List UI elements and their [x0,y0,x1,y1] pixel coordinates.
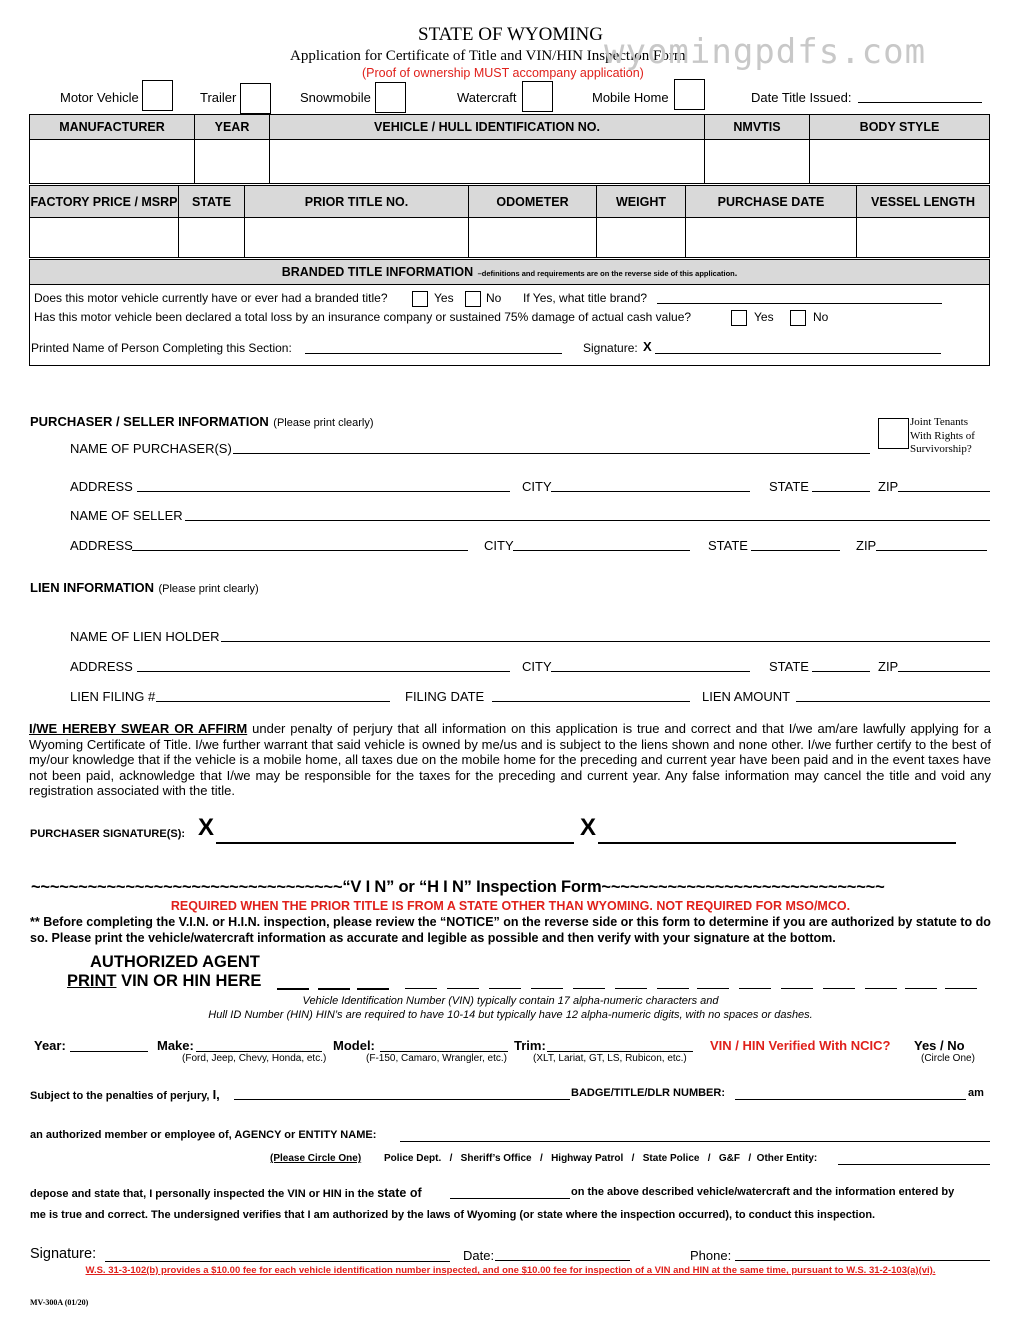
trailer-label: Trailer [200,90,237,105]
printed-name-field[interactable] [305,353,562,354]
purchaser-signature-field-1[interactable] [216,842,574,844]
vin-slot[interactable] [357,988,389,990]
depose-text [30,1186,422,1200]
branded-q2-yes-label: Yes [754,310,774,324]
trim-label: Trim: [514,1038,546,1053]
factory-price-field[interactable] [30,218,179,258]
vin-slot[interactable] [781,988,813,989]
vin-slot[interactable] [405,988,437,989]
badge-label: BADGE/TITLE/DLR NUMBER: [571,1087,725,1099]
vin-slot[interactable] [865,988,897,989]
motor-vehicle-label: Motor Vehicle [60,90,139,105]
snowmobile-checkbox[interactable] [375,82,406,113]
mobile-home-checkbox[interactable] [674,79,705,110]
year-field[interactable] [70,1051,148,1052]
purchaser-zip-label: ZIP [878,479,899,494]
make-label: Make: [157,1038,194,1053]
depose-text-2: on the above described vehicle/watercraft and the information entered by [571,1186,955,1198]
lien-zip-label: ZIP [878,659,899,674]
purchaser-seller-heading [30,413,374,431]
lien-amount-label: LIEN AMOUNT [702,689,791,704]
joint-tenants-checkbox[interactable] [878,418,909,449]
vehicle-info-table [29,114,990,184]
lien-address-field[interactable] [137,671,510,672]
branded-signature-field[interactable] [655,353,941,354]
other-entity-field[interactable] [838,1164,990,1165]
lien-city-field[interactable] [551,671,750,672]
phone-field[interactable] [735,1260,990,1261]
seller-name-field[interactable] [185,520,990,521]
model-field[interactable] [380,1051,508,1052]
title-brand-label: If Yes, what title brand? [523,291,648,305]
branded-q1-yes-label: Yes [434,291,454,305]
lien-heading [30,579,259,597]
inspector-signature-field[interactable] [105,1261,450,1262]
lien-address-label: ADDRESS [70,659,133,674]
vessel-length-field[interactable] [857,218,990,258]
trim-field[interactable] [547,1051,693,1052]
purchaser-address-label: ADDRESS [70,479,133,494]
vessel-length-header: VESSEL LENGTH [857,186,990,218]
state-of-text: state of [377,1186,422,1200]
inspection-title: ~~~~~~~~~~~~~~~~~~~~~~~~~~~~~~~~~“V I N” or “H I N” Inspection Form~~~~~~~~~~~~~~~~~~~~~~~~~~~~~~ [31,878,885,896]
purchaser-heading-note: (Please print clearly) [273,417,374,429]
purchaser-signature-label: PURCHASER SIGNATURE(S): [30,828,186,840]
branded-q2: Has this motor vehicle been declared a total loss by an insurance company or sustained 75% damage of actual cash value? [34,310,692,324]
filing-date-field[interactable] [492,701,690,702]
fee-note: W.S. 31-3-102(b) provides a $10.00 fee for each vehicle identification number inspected, and one $10.00 fee for inspection of a VIN and HIN at the same time, pursuant to W.S. 31-2-103(a)(vi). [85,1265,936,1276]
please-circle-label: (Please Circle One) [270,1153,362,1164]
branded-q1-yes-checkbox[interactable] [412,291,428,307]
purchaser-signature-field-2[interactable] [598,842,956,844]
branded-heading: BRANDED TITLE INFORMATION [281,265,474,279]
manufacturer-field[interactable] [30,140,195,184]
title-brand-field[interactable] [657,303,942,304]
state-field[interactable] [179,218,245,258]
branded-q2-no-label: No [813,310,829,324]
make-example: (Ford, Jeep, Chevy, Honda, etc.) [182,1053,327,1064]
inspector-signature-label: Signature: [30,1246,97,1262]
vin-slot[interactable] [697,988,729,989]
title-info-table [29,185,990,258]
state-header: STATE [179,186,245,218]
body-style-header: BODY STYLE [810,115,990,140]
inspection-required-note: REQUIRED WHEN THE PRIOR TITLE IS FROM A STATE OTHER THAN WYOMING. NOT REQUIRED FOR MSO/MCO. [170,899,851,913]
agency-field[interactable] [400,1141,990,1142]
vin-slot[interactable] [489,988,521,989]
branded-heading-note: –definitions and requirements are on the reverse side of this application [477,269,735,278]
proof-note: (Proof of ownership MUST accompany application) [362,66,644,80]
lien-heading-note: (Please print clearly) [158,583,259,595]
purchaser-heading-text: PURCHASER / SELLER INFORMATION [30,414,269,429]
vin-slot[interactable] [277,988,309,990]
vin-slot[interactable] [531,988,563,989]
seller-zip-label: ZIP [856,538,877,553]
date-field[interactable] [495,1260,630,1261]
purchaser-zip-field[interactable] [898,491,990,492]
branded-q1: Does this motor vehicle currently have or ever had a branded title? [34,291,388,305]
purchaser-address-field[interactable] [137,491,510,492]
affirmation-lead: I/WE HEREBY SWEAR OR AFFIRM [29,721,248,736]
watercraft-checkbox[interactable] [522,81,553,112]
weight-header: WEIGHT [597,186,686,218]
agency-label: an authorized member or employee of, AGENCY or ENTITY NAME: [30,1129,377,1141]
purchaser-name-field[interactable] [233,453,870,454]
branded-title-header: BRANDED TITLE INFORMATION –definitions and requirements are on the reverse side of this application. [30,260,989,285]
circle-one-note: (Circle One) [921,1053,975,1064]
lien-amount-field[interactable] [796,701,990,702]
vin-slot[interactable] [945,988,977,989]
snowmobile-label: Snowmobile [300,90,371,105]
purchaser-name-label: NAME OF PURCHASER(S) [70,441,232,456]
lien-filing-label: LIEN FILING # [70,689,156,704]
factory-price-header: FACTORY PRICE / MSRP [30,186,179,218]
date-title-issued-label: Date Title Issued: [751,90,852,105]
ncic-verified-label: VIN / HIN Verified With NCIC? [710,1038,891,1053]
branded-q2-yes-checkbox[interactable] [731,310,747,326]
penalty-label [30,1087,220,1102]
affirmation-text [29,721,991,799]
prior-title-field[interactable] [245,218,469,258]
vin-here-text: VIN OR HIN HERE [121,972,262,990]
depose-text-1: depose and state that, I personally inspected the VIN or HIN in the [30,1188,375,1200]
seller-state-label: STATE [708,538,748,553]
phone-label: Phone: [690,1248,732,1263]
lien-city-label: CITY [522,659,552,674]
agency-options[interactable]: Police Dept. / Sheriff’s Office / Highway Patrol / State Police / G&F / Other Entity: [384,1153,818,1164]
watercraft-label: Watercraft [457,90,517,105]
watermark: wyomingpdfs.com [604,32,927,72]
purchaser-city-label: CITY [522,479,552,494]
seller-zip-field[interactable] [876,550,987,551]
seller-address-field[interactable] [132,550,468,551]
prior-title-header: PRIOR TITLE NO. [245,186,469,218]
vin-slot[interactable] [905,988,937,989]
vin-note-1: Vehicle Identification Number (VIN) typically contain 17 alpha-numeric characters and [302,995,719,1007]
mobile-home-label: Mobile Home [592,90,669,105]
body-style-field[interactable] [810,140,990,184]
odometer-field[interactable] [469,218,597,258]
inspection-state-field[interactable] [450,1198,570,1199]
form-number: MV-300A (01/20) [30,1298,89,1307]
branded-q2-no-checkbox[interactable] [790,310,806,326]
purchase-date-header: PURCHASE DATE [686,186,857,218]
date-label: Date: [463,1248,495,1263]
manufacturer-header: MANUFACTURER [30,115,195,140]
vin-slot[interactable] [447,988,479,989]
branded-signature-x: X [643,339,652,354]
purchaser-state-label: STATE [769,479,809,494]
year-label: Year: [34,1038,66,1053]
seller-state-field[interactable] [751,550,840,551]
purchaser-signature-x2: X [580,814,597,841]
penalty-text: Subject to the penalties of perjury, [30,1090,210,1102]
vin-slot[interactable] [657,988,689,989]
branded-q1-no-label: No [486,291,502,305]
purchaser-city-field[interactable] [551,491,750,492]
weight-field[interactable] [597,218,686,258]
branded-q1-no-checkbox[interactable] [465,291,481,307]
year-field[interactable] [195,140,270,184]
print-vin-label [67,972,261,991]
lien-state-label: STATE [769,659,809,674]
form-subtitle: Application for Certificate of Title and VIN/HIN Inspection Form [290,48,686,64]
inspector-name-field[interactable] [234,1099,570,1100]
form-title: STATE OF WYOMING [418,24,603,45]
vin-slot[interactable] [318,988,350,990]
purchaser-state-field[interactable] [812,491,870,492]
vin-slot[interactable] [573,988,605,989]
lien-zip-field[interactable] [898,671,990,672]
print-word: PRINT [67,972,117,990]
lien-holder-field[interactable] [221,641,990,642]
vin-header: VEHICLE / HULL IDENTIFICATION NO. [270,115,705,140]
vin-slot[interactable] [615,988,647,989]
joint-tenants-label: Joint Tenants With Rights of Survivorship? [910,416,975,455]
seller-city-field[interactable] [513,550,690,551]
purchaser-signature-x1: X [198,814,215,841]
inspection-notice: ** Before completing the V.I.N. or H.I.N. inspection, please review the “NOTICE” on the reverse side or this form to determine if you are authorized by statute to do so. Please print the vehicle/watercraft information as accurate and legible as possible and then verify with your signature at the bottom. [30,915,991,945]
model-example: (F-150, Camaro, Wrangler, etc.) [366,1053,507,1064]
vin-slot[interactable] [739,988,771,989]
purchase-date-field[interactable] [686,218,857,258]
am-label: am [968,1087,984,1099]
seller-address-label: ADDRESS [70,538,133,553]
seller-name-label: NAME OF SELLER [70,508,183,523]
affirmation-body: under penalty of perjury that all information on this application is true and correct and that I/we am/are lawfully applying for a Wyoming Certificate of Title. I/we further warrant that said vehicle is owned by me/us and is subject to the liens shown and none other. I/we further certify to the best of my/our knowledge that if the vehicle is a mobile home, all taxes due on the mobile home for the preceding and current year have been paid and in the event taxes have not been paid, acknowledge that I/we may be responsible for the taxes for the preceding and current year. Any false information may cancel the title and void any registration associated with the title. [29,721,991,798]
certify-text: me is true and correct. The undersigned verifies that I am authorized by the laws of Wyoming (or state where the inspection occurred), to conduct this inspection. [30,1209,876,1221]
lien-heading-text: LIEN INFORMATION [30,580,154,595]
badge-field[interactable] [735,1099,966,1100]
make-field[interactable] [196,1051,322,1052]
authorized-agent-label: AUTHORIZED AGENT [90,953,260,971]
branded-signature-label: Signature: [583,341,638,355]
trailer-checkbox[interactable] [240,83,271,114]
ncic-yes-no[interactable]: Yes / No [914,1038,965,1053]
vin-note-2: Hull ID Number (HIN) HIN’s are required to have 10-14 but typically have 12 alpha-numeric digits, with no spaces or dashes. [208,1009,813,1021]
lien-filing-field[interactable] [156,701,390,702]
year-header: YEAR [195,115,270,140]
vin-field[interactable] [270,140,705,184]
nmvtis-field[interactable] [705,140,810,184]
date-title-issued-field[interactable] [858,102,982,103]
lien-state-field[interactable] [812,671,870,672]
seller-city-label: CITY [484,538,514,553]
nmvtis-header: NMVTIS [705,115,810,140]
filing-date-label: FILING DATE [405,689,485,704]
motor-vehicle-checkbox[interactable] [142,80,173,111]
i-label: I, [212,1087,220,1102]
printed-name-label: Printed Name of Person Completing this Section: [31,341,292,355]
model-label: Model: [333,1038,375,1053]
vin-slot[interactable] [823,988,855,989]
odometer-header: ODOMETER [469,186,597,218]
lien-holder-label: NAME OF LIEN HOLDER [70,629,220,644]
trim-example: (XLT, Lariat, GT, LS, Rubicon, etc.) [533,1053,687,1064]
